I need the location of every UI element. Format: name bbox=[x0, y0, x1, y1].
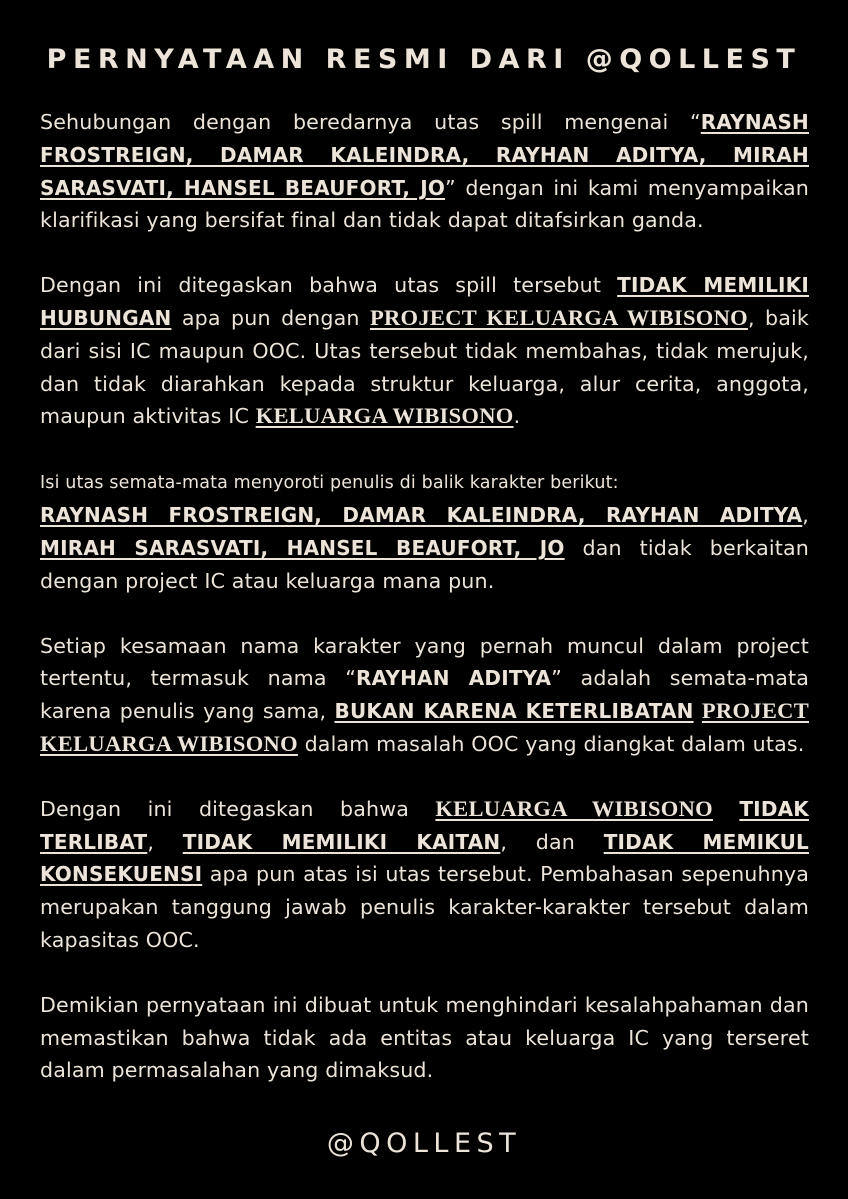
emphasis-text: BUKAN KARENA KETERLIBATAN bbox=[334, 699, 694, 724]
paragraph-text: Dengan ini ditegaskan bahwa utas spill tersebut bbox=[40, 273, 618, 298]
paragraph-text: , bbox=[147, 829, 183, 854]
paragraph-not-involved bbox=[40, 793, 809, 957]
project-name: PROJECT KELUARGA WIBISONO bbox=[369, 304, 748, 330]
paragraph-text: . bbox=[513, 404, 521, 429]
paragraph-text bbox=[694, 699, 702, 723]
footer-handle: @QOLLEST bbox=[326, 1128, 522, 1159]
paragraph-intro-line: Isi utas semata-mata menyoroti penulis di balik karakter berikut: bbox=[40, 473, 619, 494]
page-title: PERNYATAAN RESMI DARI @QOLLEST bbox=[46, 44, 802, 75]
paragraph-text: Setiap kesamaan nama karakter yang pernah muncul dalam project tertentu, termasuk nama “ bbox=[40, 633, 809, 691]
family-name: KELUARGA WIBISONO bbox=[435, 795, 713, 821]
paragraph-text: apa pun atas isi utas tersebut. Pembahasan sepenuhnya merupakan tanggung jawab penulis karakter-karakter tersebut dalam kapasitas OOC. bbox=[40, 862, 809, 952]
paragraph-closing bbox=[40, 989, 809, 1087]
paragraph-text: ” dengan ini kami menyampaikan klarifikasi yang bersifat final dan tidak dapat ditafsirkan ganda. bbox=[40, 175, 810, 233]
project-name: PROJECT KELUARGA WIBISONO bbox=[40, 698, 809, 756]
paragraph-text: dan tidak berkaitan dengan project IC atau keluarga mana pun. bbox=[40, 535, 809, 593]
paragraph-text: ” adalah semata-mata karena penulis yang sama, bbox=[40, 666, 809, 724]
paragraph-text: Dengan ini ditegaskan bahwa bbox=[40, 796, 436, 821]
paragraph-text: , baik dari sisi IC maupun OOC. Utas tersebut tidak membahas, tidak merujuk, dan tidak diarahkan kepada struktur keluarga, alur cerita, anggota, maupun aktivitas IC bbox=[40, 305, 809, 429]
paragraph-text: Sehubungan dengan beredarnya utas spill mengenai “ bbox=[40, 110, 701, 134]
character-names: MIRAH SARASVATI, HANSEL BEAUFORT, JO bbox=[40, 535, 565, 560]
paragraph-no-relation bbox=[40, 269, 809, 433]
paragraph-text: , bbox=[802, 503, 809, 528]
statement-body bbox=[40, 106, 809, 1087]
paragraph-text bbox=[713, 797, 739, 821]
character-name: RAYHAN ADITYA bbox=[356, 666, 552, 691]
paragraph-text: dalam masalah OOC yang diangkat dalam utas. bbox=[297, 731, 805, 756]
paragraph-intro bbox=[40, 106, 809, 237]
emphasis-text: TIDAK MEMILIKI HUBUNGAN bbox=[40, 273, 809, 330]
paragraph-text: , dan bbox=[500, 829, 604, 854]
paragraph-name-similarity bbox=[40, 630, 809, 761]
family-name: KELUARGA WIBISONO bbox=[255, 403, 514, 429]
paragraph-text: Demikian pernyataan ini dibuat untuk menghindari kesalahpahaman dan memastikan bahwa tidak ada entitas atau keluarga IC yang terseret dalam permasalahan yang dimaksud. bbox=[40, 992, 809, 1083]
emphasis-text: TIDAK MEMILIKI KAITAN bbox=[182, 829, 501, 854]
emphasis-text: TIDAK MEMIKUL KONSEKUENSI bbox=[40, 829, 809, 887]
paragraph-text: apa pun dengan bbox=[171, 305, 370, 330]
emphasis-text: TIDAK TERLIBAT bbox=[40, 796, 810, 854]
character-names: RAYNASH FROSTREIGN, DAMAR KALEINDRA, RAYHAN ADITYA bbox=[40, 503, 803, 528]
character-names: RAYNASH FROSTREIGN, DAMAR KALEINDRA, RAYHAN ADITYA, MIRAH SARASVATI, HANSEL BEAUFORT, JO bbox=[40, 110, 809, 200]
paragraph-characters bbox=[40, 465, 809, 597]
